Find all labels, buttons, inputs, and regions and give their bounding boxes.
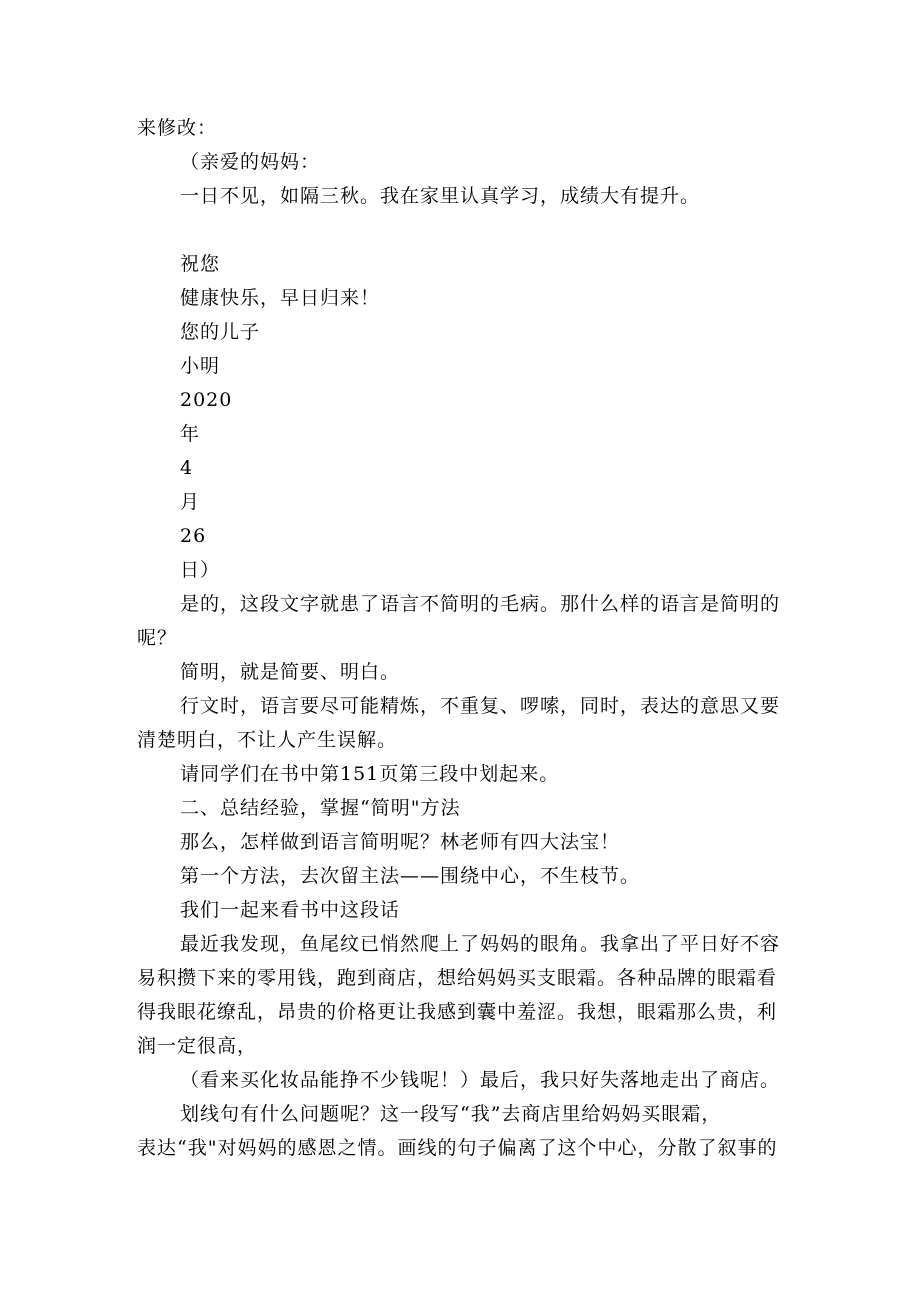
text-line: （亲爱的妈妈：	[180, 151, 321, 173]
text-line: 4	[180, 457, 194, 479]
text-line: 日）	[180, 559, 221, 581]
text-line: 26	[180, 525, 207, 547]
text-line: 年	[180, 423, 201, 445]
text-line: 是的，这段文字就患了语言不简明的毛病。那什么样的语言是简明的	[180, 593, 781, 615]
text-line: 润一定很高，	[137, 1035, 258, 1057]
text-line: 易积攒下来的零用钱，跑到商店，想给妈妈买支眼霜。各种品牌的眼霜看	[137, 967, 778, 989]
text-line: 行文时，语言要尽可能精炼，不重复、啰嗦，同时，表达的意思又要	[180, 695, 781, 717]
text-line: 祝您	[180, 253, 221, 275]
text-line: 请同学们在书中第151页第三段中划起来。	[180, 763, 560, 785]
text-line: 最近我发现，鱼尾纹已悄然爬上了妈妈的眼角。我拿出了平日好不容	[180, 933, 781, 955]
text-line: 那么，怎样做到语言简明呢？林老师有四大法宝！	[180, 831, 621, 853]
text-line: 来修改：	[137, 117, 218, 139]
text-line: 表达“我"对妈妈的感恩之情。画线的句子偏离了这个中心，分散了叙事的	[137, 1137, 778, 1159]
text-line: 第一个方法，去次留主法——围绕中心，不生枝节。	[180, 865, 641, 887]
text-line: 小明	[180, 355, 221, 377]
text-line: （看来买化妆品能挣不少钱呢！）最后，我只好失落地走出了商店。	[180, 1069, 781, 1091]
text-line: 呢？	[137, 627, 178, 649]
text-line: 月	[180, 491, 201, 513]
text-line: 我们一起来看书中这段话	[180, 899, 401, 921]
text-line: 健康快乐，早日归来！	[180, 287, 381, 309]
text-line: 您的儿子	[180, 321, 261, 343]
text-line: 划线句有什么问题呢？这一段写“我”去商店里给妈妈买眼霜，	[180, 1103, 722, 1125]
text-line: 二、总结经验，掌握“简明"方法	[180, 797, 461, 819]
text-line: 清楚明白，不让人产生误解。	[137, 729, 398, 751]
text-line: 2020	[180, 389, 233, 411]
text-line: 一日不见，如隔三秋。我在家里认真学习，成绩大有提升。	[180, 185, 701, 207]
text-line: 得我眼花缭乱，昂贵的价格更让我感到囊中羞涩。我想，眼霜那么贵，利	[137, 1001, 778, 1023]
text-line: 简明，就是简要、明白。	[180, 661, 401, 683]
